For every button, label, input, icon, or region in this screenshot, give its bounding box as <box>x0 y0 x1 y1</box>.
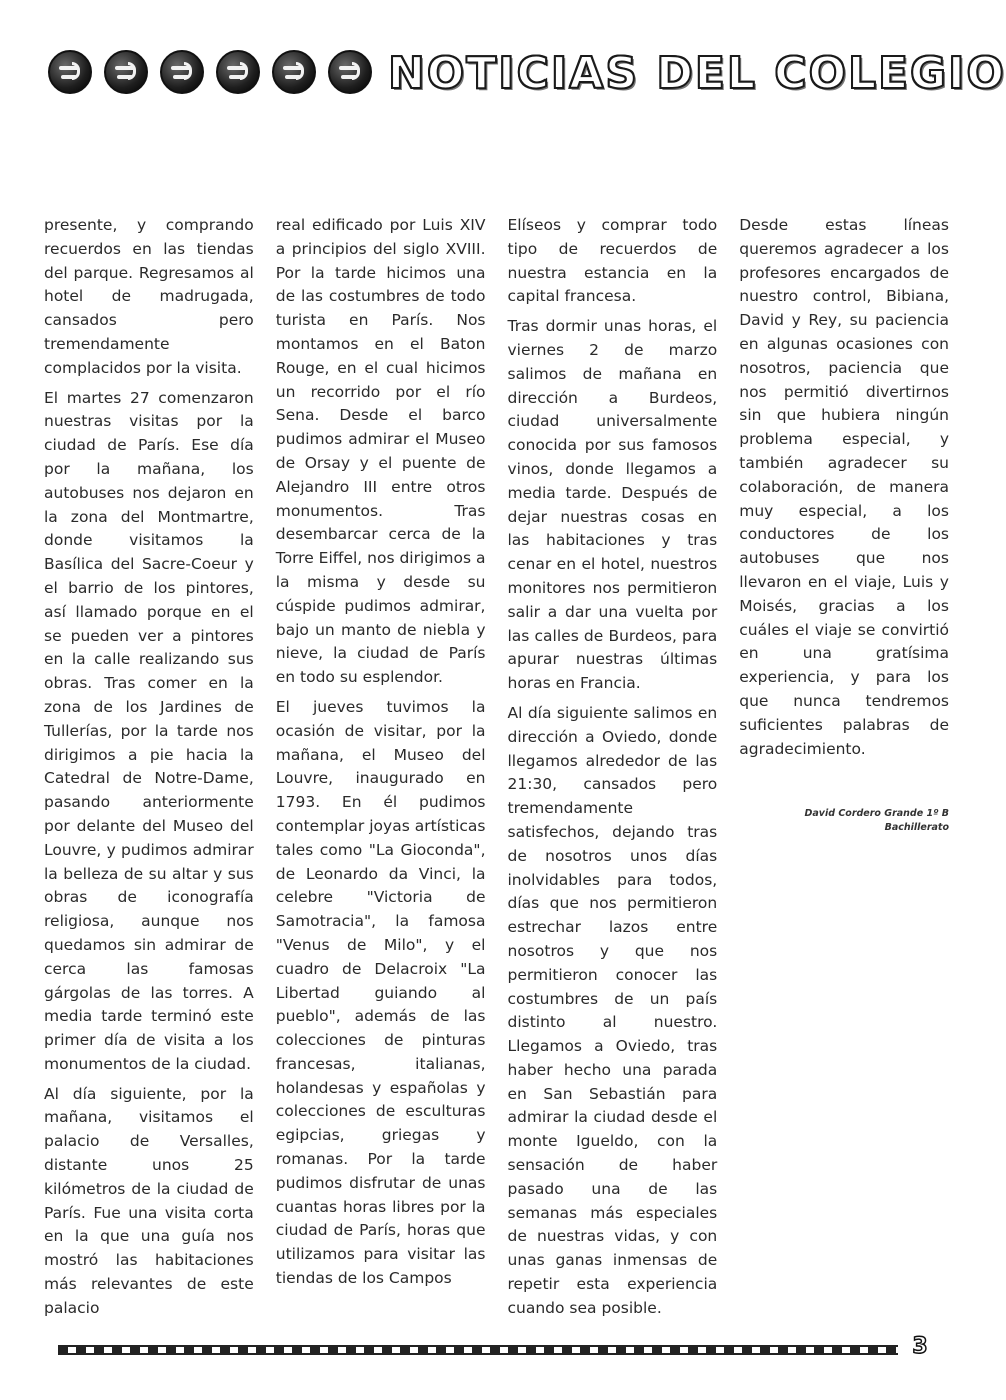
article-body <box>44 214 949 1317</box>
arrow-circle-icon <box>48 50 92 94</box>
paragraph: Elíseos y comprar todo tipo de recuerdos de nuestra estancia en la capital francesa. <box>507 216 718 306</box>
arrow-circle-icon <box>104 50 148 94</box>
arrow-circle-icon <box>216 50 260 94</box>
paragraph: Desde estas líneas queremos agradecer a los profesores encargados de nuestro control, Bibiana, David y Rey, su paciencia en algunas ocasiones con nosotros, paciencia que nos permitió divertirnos sin que hubiera ningún problema especial, y también agradecer su colaboración, de manera muy especial, a los conductores de los autobuses que nos llevaron en el viaje, Luis y Moisés, gracias a los cuáles el viaje se convirtió en una gratísima experiencia, y para los que nunca tendremos suficientes palabras de agradecimiento. <box>739 216 949 758</box>
arrow-circle-icon <box>272 50 316 94</box>
arrow-circle-icon <box>328 50 372 94</box>
paragraph: presente, y comprando recuerdos en las tiendas del parque. Regresamos al hotel de madrugada, cansados pero tremendamente complacidos por la visita. <box>44 216 254 377</box>
paragraph: El jueves tuvimos la ocasión de visitar, por la mañana, el Museo del Louvre, inaugurado en 1793. En él pudimos contemplar joyas artísticas tales como "La Gioconda", de Leonardo da Vinci, la celebre "Victoria de Samotracia", la famosa "Venus de Milo", y el cuadro de Delacroix "La Libertad guiando al pueblo", además de las colecciones de pinturas francesas, italianas, holandesas y españolas y colecciones de esculturas egipcias, griegas y romanas. Por la tarde pudimos disfrutar de unas cuantas horas libres por la ciudad de París, horas que utilizamos para visitar las tiendas de los Campos <box>275 697 486 1288</box>
paragraph: Al día siguiente salimos en dirección a Oviedo, donde llegamos alrededor de las 21:30, cansados pero tremendamente satisfechos, dejando tras de nosotros unos días inolvidables para todos, días que nos permitieron estrechar lazos entre nosotros y que nos permitieron conocer las costumbres de un país distinto al nuestro. Llegamos a Oviedo, tras haber hecho una parada en San Sebastián para admirar la ciudad desde el monte Igueldo, con la sensación de haber pasado una de las semanas más especiales de nuestras vidas, y con unas ganas inmensas de repetir esta experiencia cuando sea posible. <box>507 703 718 1317</box>
footer-rule <box>58 1345 898 1355</box>
arrow-circle-icon <box>160 50 204 94</box>
section-title: NOTICIAS DEL COLEGIO <box>388 48 1006 99</box>
page-number: 3 <box>912 1334 928 1359</box>
bullet-row <box>48 50 372 94</box>
paragraph: Al día siguiente, por la mañana, visitamos el palacio de Versalles, distante unos 25 kilómetros de la ciudad de París. Fue una visita corta en la que una guía nos mostró las habitaciones más relevantes de este palacio <box>44 1084 254 1317</box>
paragraph: real edificado por Luis XIV a principios del siglo XVIII. Por la tarde hicimos una de las costumbres de todo turista en París. Nos montamos en el Baton Rouge, en el cual hicimos un recorrido por el río Sena. Desde el barco pudimos admirar el Museo de Orsay y el puente de Alejandro III entre otros monumentos. Tras desembarcar cerca de la Torre Eiffel, nos dirigimos a la misma y desde su cúspide pudimos admirar, bajo un manto de niebla y nieve, la ciudad de París en todo su esplendor. <box>275 216 486 687</box>
column-3 <box>507 214 718 1317</box>
column-2 <box>276 214 486 1304</box>
column-1 <box>44 214 254 1317</box>
paragraph: El martes 27 comenzaron nuestras visitas por la ciudad de París. Ese día por la mañana, los autobuses nos dejaron en la zona del Montmartre, donde visitamos la Basílica del Sacre-Coeur y el barrio de los pintores, así llamado porque en el se pueden ver a pintores en la calle realizando sus obras. Tras comer en la zona de los Jardines de Tullerías, por la tarde nos dirigimos a pie hacia la Catedral de Notre-Dame, pasando anteriormente por delante del Museo del Louvre, y pudimos admirar la belleza de su altar y sus obras de iconografía religiosa, aunque nos quedamos sin admirar de cerca las famosas gárgolas de las torres. A media tarde terminó este primer día de visita a los monumentos de la ciudad. <box>44 388 254 1073</box>
page-header <box>40 44 1006 104</box>
column-4 <box>739 214 949 1304</box>
paragraph: Tras dormir unas horas, el viernes 2 de marzo salimos de mañana en dirección a Burdeos, ciudad universalmente conocida por sus famosos vinos, donde llegamos a media tarde. Después de dejar nuestras cosas en las habitaciones y tras cenar en el hotel, nuestros monitores nos permitieron salir a dar una vuelta por las calles de Burdeos, para apurar nuestras últimas horas en Francia. <box>507 317 718 693</box>
author-signature: David Cordero Grande 1º B Bachillerato <box>804 808 949 834</box>
